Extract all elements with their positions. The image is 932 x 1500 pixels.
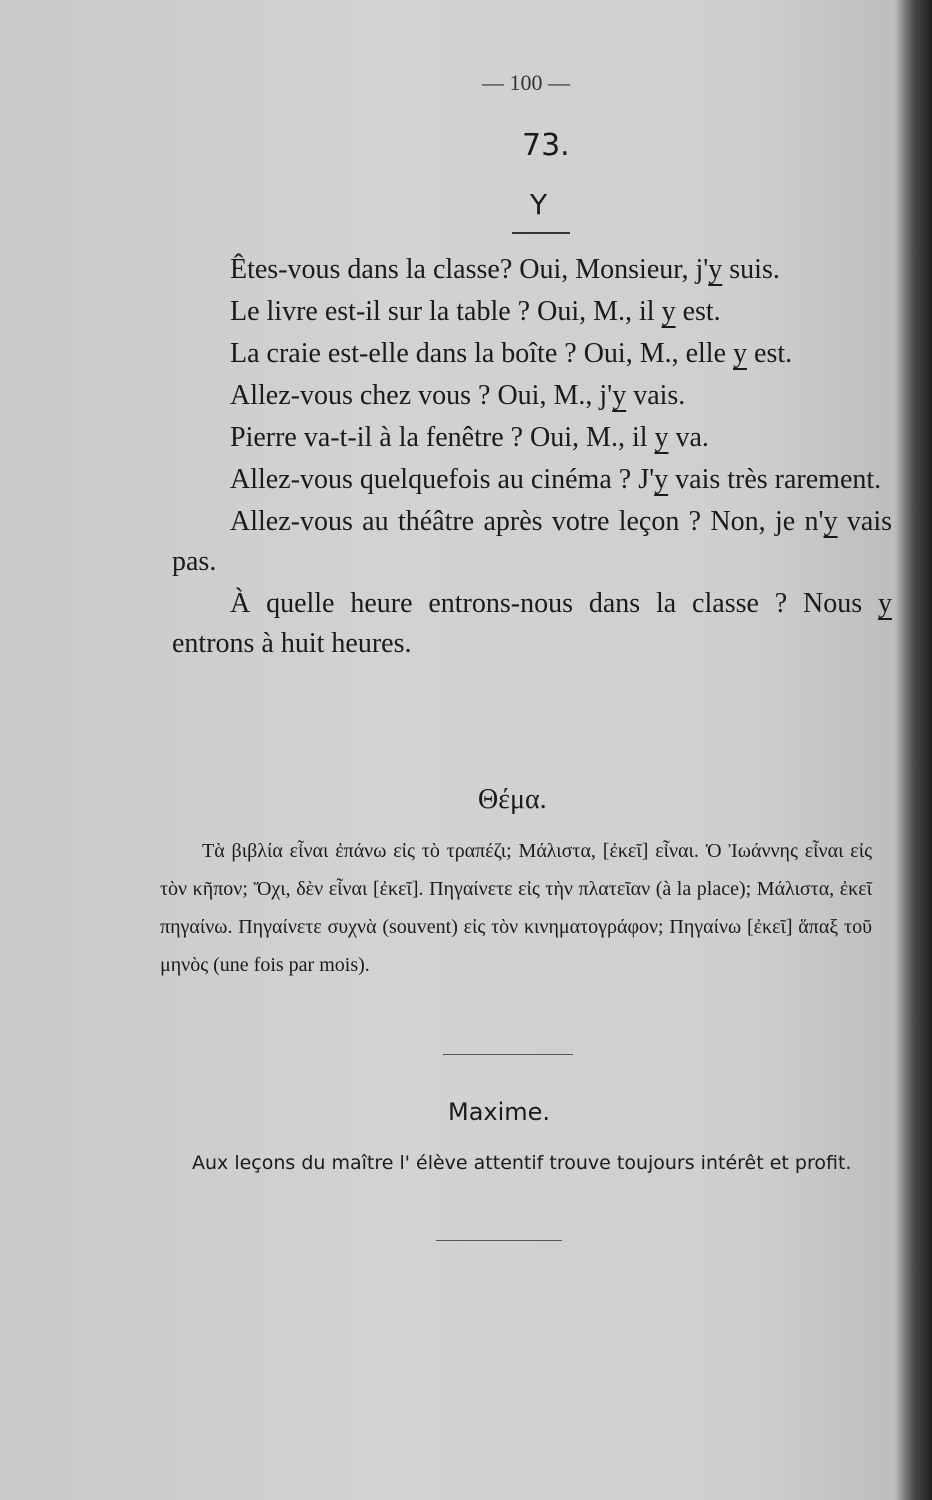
exercise-text [172,250,892,666]
sentence-text: Allez-vous chez vous ? Oui, M., j' [230,380,613,411]
sentence-text: vais pas. [172,506,892,577]
sentence-text: Pierre va-t-il à la fenêtre ? Oui, M., il [230,422,655,453]
exercise-sentence-6 [172,460,892,500]
pronoun-y: y [733,338,748,369]
sentence-text: vais très rarement. [668,464,882,495]
lesson-title: Y [530,188,548,221]
sentence-text: suis. [722,254,780,285]
sentence-text: Êtes-vous dans la classe? Oui, Monsieur, j' [230,254,709,285]
pronoun-y: y [708,254,723,285]
theme-text: Τὰ βιβλία εἶναι ἐπάνω εἰς τὸ τραπέζι; Μάλιστα, [ἐκεῖ] εἶναι. Ὁ Ἰωάννης εἶναι εἰς τὸν κῆπον; Ὄχι, δὲν εἶναι [ἐκεῖ]. Πηγαίνετε εἰς τὴν πλατεῖαν (à la place); Μάλιστα, ἐκεῖ πηγαίνω. Πηγαίνετε συχνὰ (souvent) εἰς τὸν κινηματογράφον; Πηγαίνω [ἐκεῖ] ἅπαξ τοῦ μηνὸς (une fois par mois). [160,840,872,976]
lesson-number: 73. [522,128,570,163]
exercise-sentence-2 [172,292,892,332]
sentence-text: entrons à huit heures. [172,628,412,659]
pronoun-y: y [661,296,676,327]
sentence-text: vais. [626,380,686,411]
exercise-sentence-7 [172,502,892,582]
section-divider [436,1240,562,1241]
page-number: — 100 — [482,70,570,95]
sentence-text: est. [675,296,721,327]
exercise-sentence-5 [172,418,892,458]
sentence-text: Le livre est-il sur la table ? Oui, M., il [230,296,662,327]
sentence-text: est. [747,338,793,369]
theme-heading: Θέμα. [478,784,547,815]
title-underline [512,232,570,234]
exercise-sentence-3 [172,334,892,374]
maxime-heading: Maxime. [448,1098,551,1126]
pronoun-y: y [654,422,669,453]
sentence-text: Allez-vous quelquefois au cinéma ? J' [230,464,655,495]
pronoun-y: y [612,380,627,411]
section-divider [443,1054,573,1055]
exercise-sentence-1 [172,250,892,290]
sentence-text: va. [668,422,709,453]
sentence-text: La craie est-elle dans la boîte ? Oui, M., elle [230,338,734,369]
sentence-text: Allez-vous au théâtre après votre leçon ? Non, je n' [230,506,824,537]
exercise-sentence-8 [172,584,892,664]
sentence-text: À quelle heure entrons-nous dans la classe ? Nous [230,588,878,619]
pronoun-y: y [878,588,892,619]
pronoun-y: y [823,506,838,537]
maxime-text: Aux leçons du maître l' élève attentif trouve toujours intérêt et profit. [192,1152,852,1174]
exercise-sentence-4 [172,376,892,416]
pronoun-y: y [654,464,669,495]
